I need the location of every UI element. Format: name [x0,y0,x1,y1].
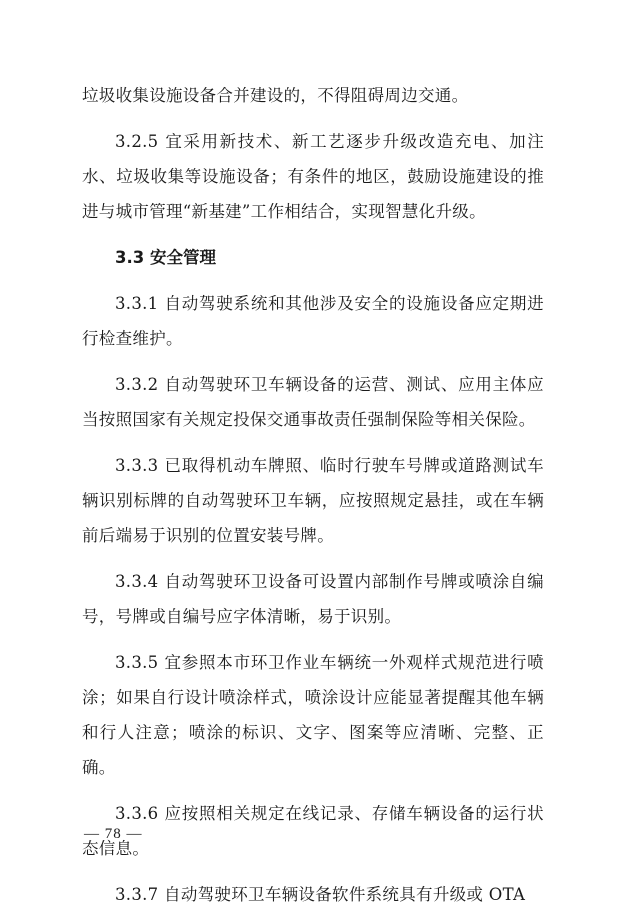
paragraph-3-3-3: 3.3.3 已取得机动车牌照、临时行驶车号牌或道路测试车辆识别标牌的自动驾驶环卫车辆，应按照规定悬挂，或在车辆前后端易于识别的位置安装号牌。 [82,456,544,545]
paragraph-3-3-1: 3.3.1 自动驾驶系统和其他涉及安全的设施设备应定期进行检查维护。 [82,294,544,348]
section-heading-3-3: 3.3 安全管理 [115,248,216,267]
paragraph-3-3-7: 3.3.7 自动驾驶环卫车辆设备软件系统具有升级或 OTA [115,885,526,904]
page-body [82,78,544,923]
page-number: — 78 — [84,826,143,842]
paragraph-3-3-4: 3.3.4 自动驾驶环卫设备可设置内部制作号牌或喷涂自编号，号牌或自编号应字体清晰，易于识别。 [82,572,544,626]
paragraph-3-3-2: 3.3.2 自动驾驶环卫车辆设备的运营、测试、应用主体应当按照国家有关规定投保交通事故责任强制保险等相关保险。 [82,375,544,429]
paragraph-3-3-5: 3.3.5 宜参照本市环卫作业车辆统一外观样式规范进行喷涂；如果自行设计喷涂样式，喷涂设计应能显著提醒其他车辆和行人注意；喷涂的标识、文字、图案等应清晰、完整、正确。 [82,653,544,777]
paragraph-3-2-5: 3.2.5 宜采用新技术、新工艺逐步升级改造充电、加注水、垃圾收集等设施设备；有条件的地区，鼓励设施建设的推进与城市管理“新基建”工作相结合，实现智慧化升级。 [82,132,544,221]
paragraph-3-3-6: 3.3.6 应按照相关规定在线记录、存储车辆设备的运行状态信息。 [82,804,544,858]
paragraph-continuation: 垃圾收集设施设备合并建设的，不得阻碍周边交通。 [82,86,469,105]
